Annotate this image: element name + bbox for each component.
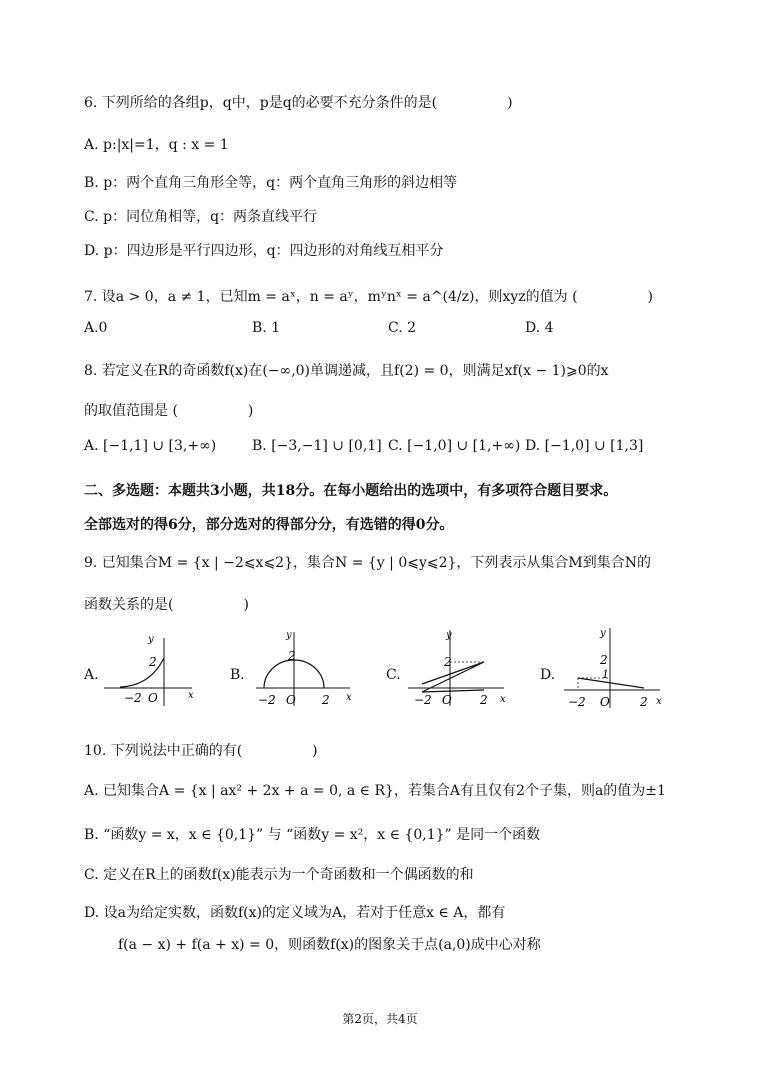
q9-d-tick-2: 2 (600, 653, 608, 667)
q6-option-b: B. p：两个直角三角形全等，q：两个直角三角形的斜边相等 (84, 175, 458, 191)
q9-d-y-label: y (600, 628, 606, 639)
q9-a-tick-2: 2 (149, 655, 157, 669)
section2-heading-line2: 全部选对的得6分，部分选对的得部分分，有选错的得0分。 (84, 517, 454, 533)
q8-option-a: A. [−1,1] ∪ [3,+∞) (84, 438, 217, 454)
q9-b-tick-2x: 2 (322, 693, 330, 707)
q9-graph-b-label: B. (230, 667, 245, 683)
q10-option-d-line2: f(a − x) + f(a + x) = 0，则函数f(x)的图象关于点(a,0)成中心对称 (118, 937, 541, 953)
q9-b-tick-2: 2 (288, 649, 296, 663)
q6-option-a: A. p:|x|=1，q : x = 1 (84, 137, 229, 153)
q9-d-tick-2x: 2 (640, 695, 648, 709)
q9-b-x-label: x (346, 692, 352, 703)
q7-option-c: C. 2 (388, 320, 417, 336)
q7-option-a: A.0 (84, 320, 108, 336)
q9-graph-a-label: A. (84, 667, 99, 683)
q9-b-tick-neg2: −2 (258, 693, 276, 707)
q6-stem: 6. 下列所给的各组p，q中，p是q的必要不充分条件的是( ) (84, 95, 513, 111)
q9-c-origin: O (442, 693, 452, 707)
q8-stem-line2: 的取值范围是 ( ) (84, 403, 254, 419)
q9-b-y-label: y (286, 630, 292, 641)
q10-option-c: C. 定义在R上的函数f(x)能表示为一个奇函数和一个偶函数的和 (84, 867, 474, 883)
q10-option-d-line1: D. 设a为给定实数，函数f(x)的定义域为A，若对于任意x ∈ A，都有 (84, 905, 506, 921)
q7-stem: 7. 设a > 0，a ≠ 1，已知m = aˣ，n = aʸ，mʸnˣ = a^(4/z)，则xyz的值为 ( ) (84, 289, 654, 305)
q9-c-tick-2: 2 (444, 655, 452, 669)
q10-option-a: A. 已知集合A = {x | ax² + 2x + a = 0, a ∈ R}，若集合A有且仅有2个子集，则a的值为±1 (84, 783, 666, 799)
q7-option-b: B. 1 (252, 320, 281, 336)
q8-option-b: B. [−3,−1] ∪ [0,1] (252, 438, 382, 454)
q9-d-x-label: x (656, 696, 662, 707)
section2-heading-line1: 二、多选题：本题共3小题，共18分。在每小题给出的选项中，有多项符合题目要求。 (84, 483, 618, 499)
q6-option-d: D. p：四边形是平行四边形，q：四边形的对角线互相平分 (84, 243, 444, 259)
q8-option-c: C. [−1,0] ∪ [1,+∞) (388, 438, 521, 454)
q9-graph-c-label: C. (386, 667, 401, 683)
q9-a-x-label: x (188, 690, 194, 701)
q7-option-d: D. 4 (525, 320, 554, 336)
q9-b-origin: O (286, 693, 296, 707)
q8-stem-line1: 8. 若定义在R的奇函数f(x)在(−∞,0)单调递减，且f(2) = 0，则满足xf(x − 1)⩾0的x (84, 363, 609, 379)
q9-stem-line2: 函数关系的是( ) (84, 597, 249, 613)
q6-option-c: C. p：同位角相等，q：两条直线平行 (84, 209, 318, 225)
q9-graph-a (100, 630, 200, 710)
q9-stem-line1: 9. 已知集合M = {x | −2⩽x⩽2}，集合N = {y | 0⩽y⩽2}，下列表示从集合M到集合N的 (84, 555, 651, 571)
q7-options (0, 320, 760, 340)
q9-d-tick-1: 1 (602, 668, 609, 681)
q9-a-tick-neg2: −2 (124, 691, 142, 705)
q9-d-origin: O (600, 695, 610, 709)
q9-c-tick-neg2: −2 (414, 693, 432, 707)
q9-d-tick-neg2: −2 (568, 695, 586, 709)
q10-option-b: B. “函数y = x，x ∈ {0,1}” 与 “函数y = x²，x ∈ {0,1}” 是同一个函数 (84, 827, 541, 843)
q9-graph-d-label: D. (540, 667, 556, 683)
page-footer: 第2页，共4页 (342, 1012, 418, 1026)
q8-options (0, 438, 760, 458)
q9-c-tick-2x: 2 (480, 693, 488, 707)
q9-graph-b (250, 626, 360, 710)
q8-option-d: D. [−1,0] ∪ [1,3] (525, 438, 644, 454)
q9-a-y-label: y (148, 634, 154, 645)
q9-graph-d (560, 626, 670, 710)
q9-c-x-label: x (500, 694, 506, 705)
q10-stem: 10. 下列说法中正确的有( ) (84, 743, 318, 759)
q9-a-origin: O (148, 691, 158, 705)
q9-graph-c (404, 626, 514, 710)
q9-c-y-label: y (446, 630, 452, 641)
